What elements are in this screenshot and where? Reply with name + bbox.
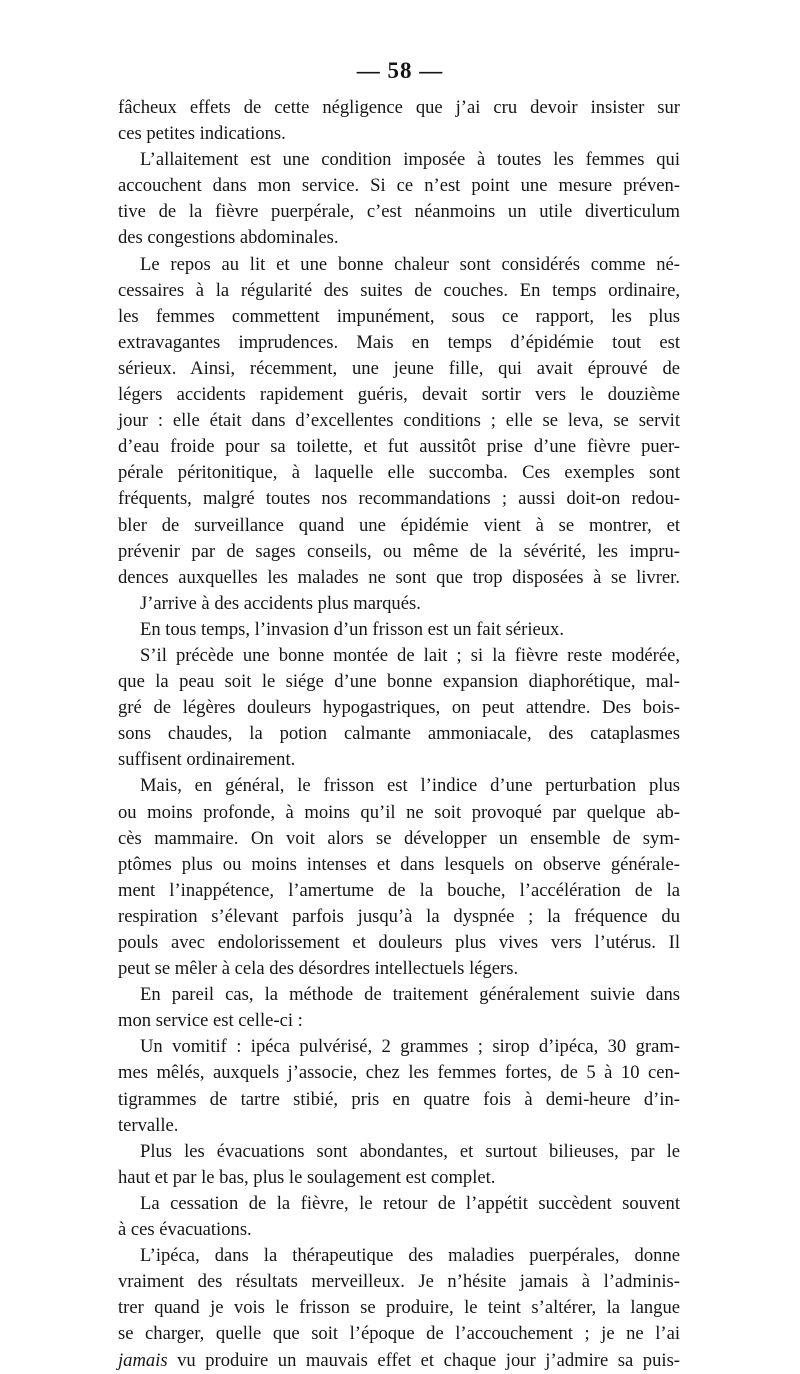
text-line: se charger, quelle que soit l’époque de l’accouchement ; je ne l’ai	[118, 1323, 680, 1345]
body-text	[118, 95, 680, 1374]
text-line: J’arrive à des accidents plus marqués.	[140, 592, 421, 614]
text-line: L’ipéca, dans la thérapeutique des maladies puerpérales, donne	[140, 1245, 680, 1267]
text-line: extravagantes imprudences. Mais en temps d’épidémie tout est	[118, 331, 680, 353]
text-line: ou moins profonde, à moins qu’il ne soit provoqué par quelque ab-	[118, 801, 680, 823]
text-line: accouchent dans mon service. Si ce n’est point une mesure préven-	[118, 175, 680, 197]
text-line: pérale péritonitique, à laquelle elle succomba. Ces exemples sont	[118, 462, 680, 484]
text-line: dences auxquelles les malades ne sont que trop disposées à se livrer.	[118, 566, 680, 588]
text-line: sons chaudes, la potion calmante ammoniacale, des cataplasmes	[118, 723, 680, 745]
text-line: gré de légères douleurs hypogastriques, on peut attendre. Des bois-	[118, 697, 680, 719]
text-line: La cessation de la fièvre, le retour de l’appétit succèdent souvent	[140, 1192, 680, 1214]
text-line: prévenir par de sages conseils, ou même de la sévérité, les impru-	[118, 540, 680, 562]
text-line: mes mêlés, auxquels j’associe, chez les femmes fortes, de 5 à 10 cen-	[118, 1062, 680, 1084]
line-text: vu produire un mauvais effet et chaque jour j’admire sa puis-	[167, 1349, 680, 1371]
text-line: d’eau froide pour sa toilette, et fut aussitôt prise d’une fièvre puer-	[118, 436, 680, 458]
text-line: S’il précède une bonne montée de lait ; si la fièvre reste modérée,	[140, 644, 680, 666]
text-line: mon service est celle-ci :	[118, 1010, 303, 1032]
text-line: cès mammaire. On voit alors se développer un ensemble de sym-	[118, 827, 680, 849]
text-line: Un vomitif : ipéca pulvérisé, 2 grammes ; sirop d’ipéca, 30 gram-	[140, 1036, 680, 1058]
text-line: tive de la fièvre puerpérale, c’est néanmoins un utile diverticulum	[118, 201, 680, 223]
italic-word: jamais	[118, 1349, 168, 1371]
text-line: suffisent ordinairement.	[118, 749, 296, 771]
text-line: les femmes commettent impunément, sous ce rapport, les plus	[118, 305, 680, 327]
text-line: trer quand je vois le frisson se produire, le teint s’altérer, la langue	[118, 1297, 680, 1319]
page-number: — 58 —	[356, 58, 444, 83]
text-line: En tous temps, l’invasion d’un frisson est un fait sérieux.	[140, 618, 564, 640]
text-line: peut se mêler à cela des désordres intellectuels légers.	[118, 958, 519, 980]
text-line: cessaires à la régularité des suites de couches. En temps ordinaire,	[118, 279, 680, 301]
text-line	[118, 1348, 680, 1374]
text-line: fâcheux effets de cette négligence que j’ai cru devoir insister sur	[118, 97, 680, 118]
text-line: vraiment des résultats merveilleux. Je n’hésite jamais à l’adminis-	[118, 1271, 680, 1293]
text-line: pouls avec endolorissement et douleurs plus vives vers l’utérus. Il	[118, 932, 680, 953]
text-line: Plus les évacuations sont abondantes, et surtout bilieuses, par le	[140, 1140, 680, 1162]
text-line: à ces évacuations.	[118, 1219, 252, 1241]
text-line: sérieux. Ainsi, récemment, une jeune fille, qui avait éprouvé de	[118, 357, 680, 379]
text-line: respiration s’élevant parfois jusqu’à la dyspnée ; la fréquence du	[118, 905, 680, 927]
text-line: légers accidents rapidement guéris, devait sortir vers le douzième	[118, 384, 680, 406]
text-line: haut et par le bas, plus le soulagement est complet.	[118, 1166, 496, 1188]
text-line: Le repos au lit et une bonne chaleur sont considérés comme né-	[140, 253, 680, 275]
text-line: que la peau soit le siége d’une bonne expansion diaphorétique, mal-	[118, 671, 680, 693]
text-line: ces petites indications.	[118, 123, 286, 145]
text-line: ptômes plus ou moins intenses et dans lesquels on observe générale-	[118, 853, 680, 875]
text-line: des congestions abdominales.	[118, 227, 339, 249]
text-line: ment l’inappétence, l’amertume de la bouche, l’accélération de la	[118, 879, 680, 901]
text-line: L’allaitement est une condition imposée à toutes les femmes qui	[140, 149, 680, 171]
text-line: bler de surveillance quand une épidémie vient à se montrer, et	[118, 514, 680, 536]
text-line: Mais, en général, le frisson est l’indice d’une perturbation plus	[140, 775, 680, 797]
text-line: En pareil cas, la méthode de traitement généralement suivie dans	[140, 984, 680, 1006]
text-line: fréquents, malgré toutes nos recommandations ; aussi doit-on redou-	[118, 488, 680, 510]
text-line: tigrammes de tartre stibié, pris en quatre fois à demi-heure d’in-	[118, 1088, 680, 1110]
text-line: tervalle.	[118, 1114, 179, 1136]
text-line: jour : elle était dans d’excellentes conditions ; elle se leva, se servit	[118, 410, 680, 432]
